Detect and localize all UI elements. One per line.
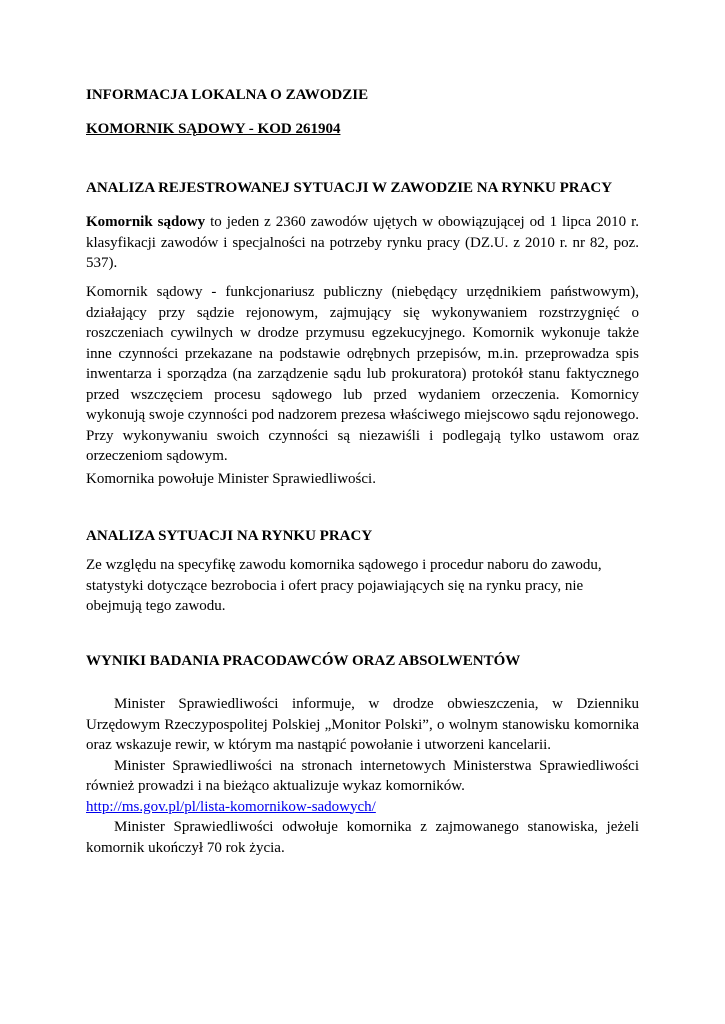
occupation-name: Komornik sądowy: [86, 214, 206, 230]
section3-paragraph1: Minister Sprawiedliwości informuje, w drodze obwieszczenia, w Dzienniku Urzędowym Rzeczypospolitej Polskiej „Monitor Polski”, o wolnym stanowisku komornika oraz wskazuje rewir, w którym ma nastąpić powołanie i utworzeni kancelarii.: [86, 696, 639, 753]
occupation-code-title: KOMORNIK SĄDOWY - KOD 261904: [86, 121, 341, 137]
komornik-list-link[interactable]: http://ms.gov.pl/pl/lista-komornikow-sadowych/: [86, 798, 376, 815]
section3-paragraph2: Minister Sprawiedliwości na stronach internetowych Ministerstwa Sprawiedliwości również prowadzi i na bieżąco aktualizuje wykaz komorników.: [86, 757, 639, 794]
section2-paragraph1-text: Ze względu na specyfikę zawodu komornika sądowego i procedur naboru do zawodu, statystyki dotyczące bezrobocia i ofert pracy pojawiających się na rynku pracy, nie obejmują tego zawodu.: [86, 557, 602, 614]
section1-paragraph2: [86, 282, 639, 467]
section1-paragraph3-text: Komornika powołuje Minister Sprawiedliwości.: [86, 471, 376, 487]
document-title: INFORMACJA LOKALNA O ZAWODZIE: [86, 87, 369, 103]
section1-paragraph1-text: to jeden z 2360 zawodów ujętych w obowiązującej od 1 lipca 2010 r. klasyfikacji zawodów i specjalności na potrzeby rynku pracy (DZ.U. z 2010 r. nr 82, poz. 537).: [86, 214, 639, 271]
section3-body: [86, 694, 639, 858]
section3-heading: WYNIKI BADANIA PRACODAWCÓW ORAZ ABSOLWENTÓW: [86, 653, 521, 669]
section1-paragraph3: [86, 469, 639, 490]
section2-paragraph1: [86, 555, 639, 617]
section1-paragraph1: [86, 212, 639, 274]
section1-heading: ANALIZA REJESTROWANEJ SYTUACJI W ZAWODZIE NA RYNKU PRACY: [86, 180, 613, 196]
section2-heading: ANALIZA SYTUACJI NA RYNKU PRACY: [86, 528, 373, 544]
section3-paragraph3: Minister Sprawiedliwości odwołuje komornika z zajmowanego stanowiska, jeżeli komornik ukończył 70 rok życia.: [86, 819, 639, 856]
section1-paragraph2-text: Komornik sądowy - funkcjonariusz publiczny (niebędący urzędnikiem państwowym), działający przy sądzie rejonowym, zajmujący się wykonywaniem rozstrzygnięć o roszczeniach cywilnych w drodze przymusu egzekucyjnego. Komornik wykonuje także inne czynności przekazane na podstawie odrębnych przepisów, m.in. przeprowadza spis inwentarza i sporządza (na zarządzenie sądu lub prokuratora) protokół stanu faktycznego przed wszczęciem procesu sądowego lub przed wydaniem orzeczenia. Komornicy wykonują swoje czynności pod nadzorem prezesa właściwego miejscowo sądu rejonowego. Przy wykonywaniu swoich czynności są niezawiśli i podlegają tylko ustawom oraz orzeczeniom sądowym.: [86, 284, 639, 464]
